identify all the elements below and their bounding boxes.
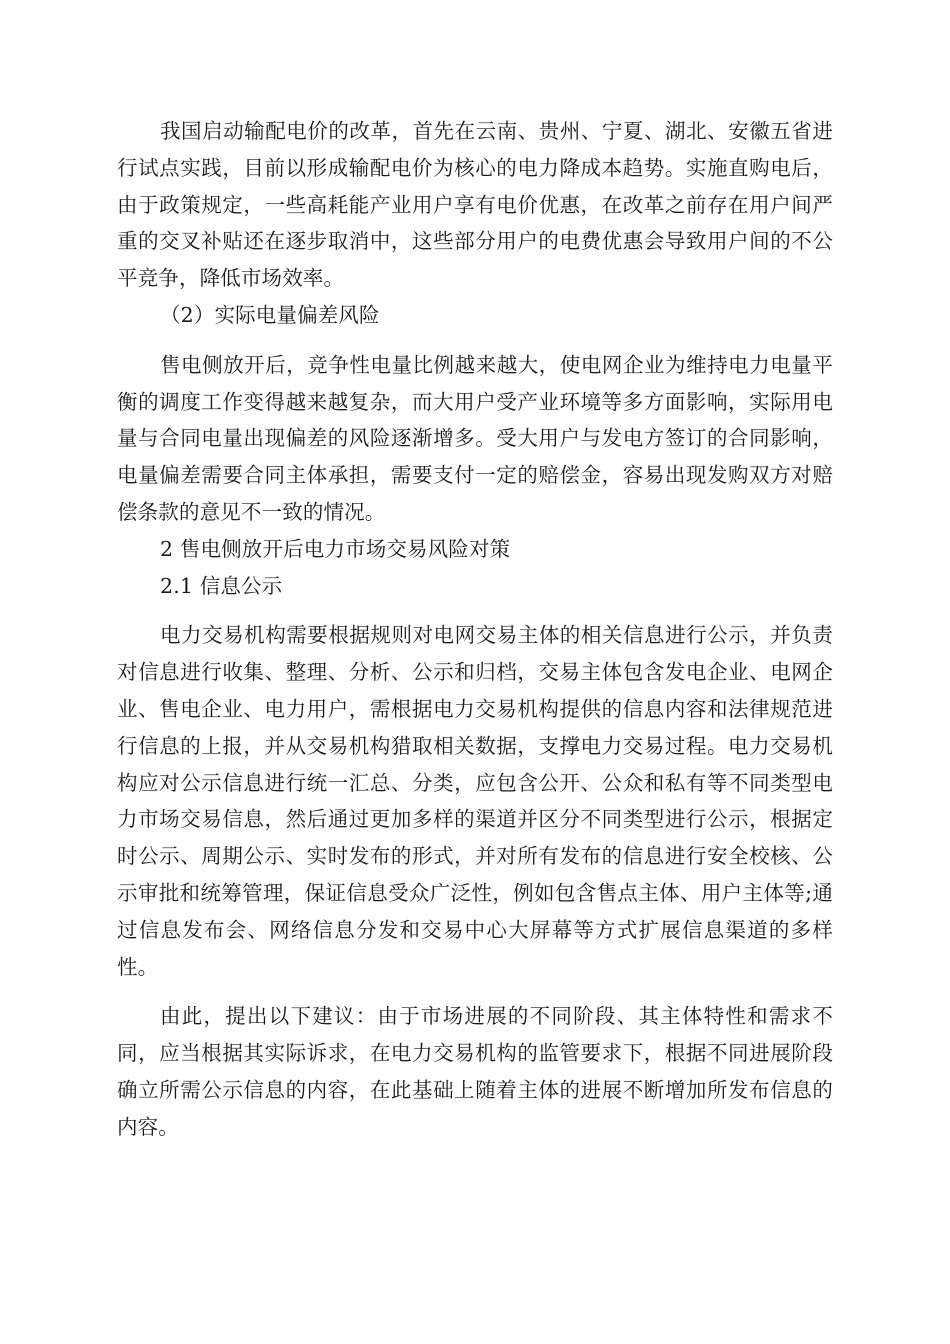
heading-deviation-risk: （2）实际电量偏差风险: [160, 302, 380, 327]
paragraph-info-disclosure: 电力交易机构需要根据规则对电网交易主体的相关信息进行公示，并负责对信息进行收集、整理、分析、公示和归档，交易主体包含发电企业、电网企业、售电企业、电力用户，需根据电力交易机构提供的信息内容和法律规范进行信息的上报，并从交易机构猎取相关数据，支撑电力交易过程。电力交易机构应对公示信息进行统一汇总、分类，应包含公开、公众和私有等不同类型电力市场交易信息，然后通过更加多样的渠道并区分不同类型进行公示，根据定时公示、周期公示、实时发布的形式，并对所有发布的信息进行安全校核、公示审批和统筹管理，保证信息受众广泛性，例如包含售点主体、用户主体等;通过信息发布会、网络信息分发和交易中心大屏幕等方式扩展信息渠道的多样性。: [117, 623, 833, 979]
document-body: [117, 113, 833, 1146]
paragraph-recommendations: 由此，提出以下建议：由于市场进展的不同阶段、其主体特性和需求不同，应当根据其实际诉求，在电力交易机构的监管要求下，根据不同进展阶段确立所需公示信息的内容，在此基础上随着主体的进展不断增加所发布信息的内容。: [117, 1004, 833, 1139]
section-heading-countermeasures: 2 售电侧放开后电力市场交易风险对策: [160, 536, 511, 561]
subsection-heading-info-disclosure: 2.1 信息公示: [160, 573, 283, 598]
paragraph-tariff-reform: 我国启动输配电价的改革，首先在云南、贵州、宁夏、湖北、安徽五省进行试点实践，目前以形成输配电价为核心的电力降成本趋势。实施直购电后，由于政策规定，一些高耗能产业用户享有电价优惠，在改革之前存在用户间严重的交叉补贴还在逐步取消中，这些部分用户的电费优惠会导致用户间的不公平竞争，降低市场效率。: [117, 119, 833, 291]
paragraph-deviation-risk: 售电侧放开后，竞争性电量比例越来越大，使电网企业为维持电力电量平衡的调度工作变得越来越复杂，而大用户受产业环境等多方面影响，实际用电量与合同电量出现偏差的风险逐渐增多。受大用户与发电方签订的合同影响，电量偏差需要合同主体承担，需要支付一定的赔偿金，容易出现发购双方对赔偿条款的意见不一致的情况。: [117, 352, 833, 524]
